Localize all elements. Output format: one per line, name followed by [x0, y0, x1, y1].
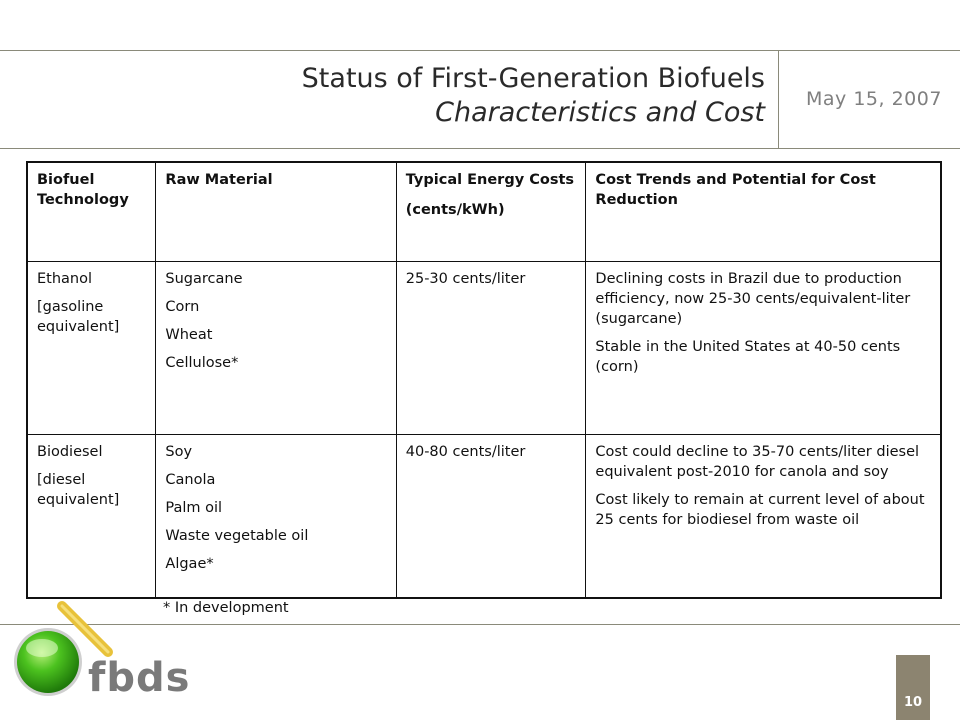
material-item: Wheat	[165, 327, 213, 343]
header-raw-material: Raw Material	[156, 162, 396, 262]
material-item: Palm oil	[165, 500, 223, 516]
material-item: Soy	[165, 444, 193, 460]
cell-energy-cost	[396, 262, 586, 435]
cell-raw-material	[156, 262, 396, 435]
page-number-box	[896, 655, 930, 720]
cell-technology	[27, 262, 156, 435]
cell-cost-trends	[586, 435, 941, 598]
header-energy-costs-unit: (cents/kWh)	[405, 202, 505, 218]
cost-trend-text: Cost likely to remain at current level of about 25 cents for biodiesel from waste oil	[595, 492, 925, 528]
footnote: * In development	[163, 600, 289, 616]
top-rule	[0, 50, 960, 51]
page-number: 10	[903, 695, 923, 710]
table-row	[27, 435, 941, 598]
title-main: Status of First-Generation Biofuels	[301, 63, 765, 94]
header-biofuel-technology: Biofuel Technology	[27, 162, 156, 262]
material-item: Canola	[165, 472, 216, 488]
table-row	[27, 262, 941, 435]
cell-cost-trends	[586, 262, 941, 435]
cost-trend-text: Cost could decline to 35-70 cents/liter diesel equivalent post-2010 for canola and soy	[595, 444, 920, 480]
cost-trend-text: Stable in the United States at 40-50 cents (corn)	[595, 339, 901, 375]
material-item: Corn	[165, 299, 200, 315]
technology-name: Biodiesel	[37, 444, 103, 460]
material-item: Waste vegetable oil	[165, 528, 309, 544]
table-header-row	[27, 162, 941, 262]
page-title	[302, 62, 765, 130]
biofuels-table	[26, 161, 942, 599]
technology-equivalent: [gasoline equivalent]	[37, 299, 120, 335]
technology-equivalent: [diesel equivalent]	[37, 472, 120, 508]
cell-energy-cost	[396, 435, 586, 598]
header-energy-costs-label: Typical Energy Costs	[405, 172, 575, 188]
cell-technology	[27, 435, 156, 598]
header-divider	[778, 50, 779, 148]
technology-name: Ethanol	[37, 271, 93, 287]
header-typical-energy-costs	[396, 162, 586, 262]
title-subtitle: Characteristics and Cost	[435, 97, 765, 128]
header-bottom-rule	[0, 148, 960, 149]
material-item: Algae*	[165, 556, 214, 572]
material-item: Cellulose*	[165, 355, 239, 371]
date-label: May 15, 2007	[806, 88, 942, 110]
energy-cost-value: 25-30 cents/liter	[405, 271, 526, 287]
energy-cost-value: 40-80 cents/liter	[405, 444, 526, 460]
logo-text: fbds	[88, 655, 191, 701]
cost-trend-text: Declining costs in Brazil due to production efficiency, now 25-30 cents/equivalent-liter (sugarcane)	[595, 271, 911, 327]
cell-raw-material	[156, 435, 396, 598]
header-cost-trends: Cost Trends and Potential for Cost Reduction	[586, 162, 941, 262]
material-item: Sugarcane	[165, 271, 243, 287]
